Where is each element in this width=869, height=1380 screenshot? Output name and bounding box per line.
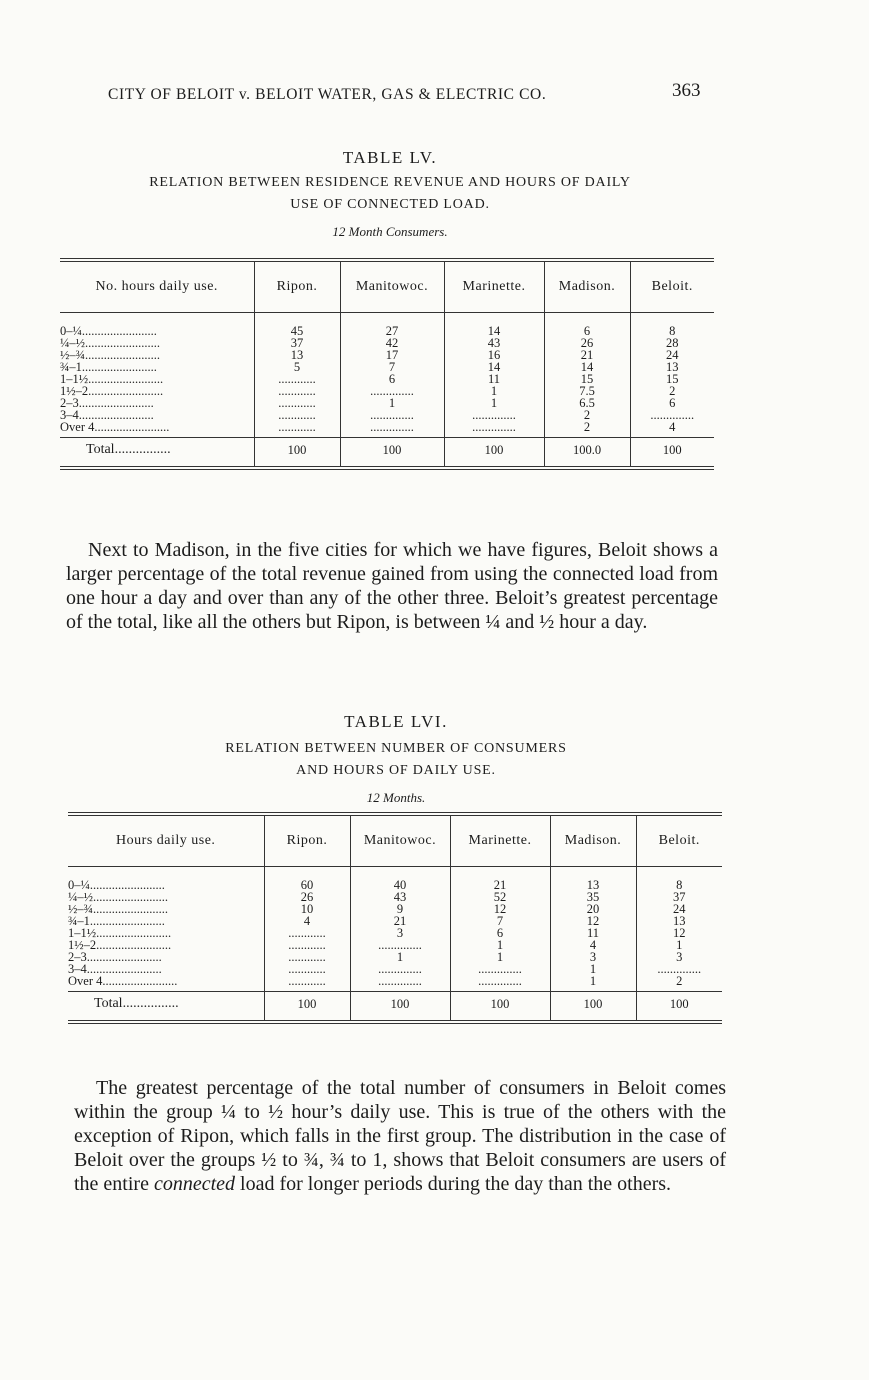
page-number: 363: [672, 80, 701, 101]
table-cell: 16: [487, 348, 501, 362]
table-cell: 9: [396, 902, 404, 916]
table-lv-note: 12 Month Consumers.: [332, 224, 448, 239]
table-cell: 1–1½........................: [68, 926, 172, 940]
table-lvi-grid: [68, 812, 722, 1024]
table-cell: ..............: [378, 962, 422, 976]
table-cell: 17: [385, 348, 399, 362]
table-cell: 43: [393, 890, 407, 904]
table-lv-subtitle-line1: RELATION BETWEEN RESIDENCE REVENUE AND HOURS OF DAILY: [149, 175, 631, 190]
paragraph-2-text-a: The greatest percentage of the total number of consumers in Beloit comes within the group ¼ to ½ hour’s daily use. This is true of the others with the exception of Ripon, which falls in the first group. The distribution in the case of Beloit over the groups ½ to ¾, ¾ to 1, shows that Beloit consumers are users of the entire: [74, 1077, 726, 1195]
table-cell: 15: [666, 372, 679, 386]
table-lv: [60, 258, 714, 470]
table-cell: 6: [583, 324, 591, 338]
table-cell: 11: [487, 372, 501, 386]
total-label: Total................: [60, 438, 254, 469]
table-cell: ..............: [378, 938, 422, 952]
table-lv-subtitle: [60, 172, 720, 216]
table-lv-subtitle-line2: USE OF CONNECTED LOAD.: [290, 197, 490, 212]
table-cell: 3: [676, 950, 683, 964]
table-cell: 1: [589, 974, 597, 988]
table-cell: 6: [496, 926, 504, 940]
paragraph-2-emphasis: connected: [153, 1173, 236, 1195]
table-cell: 2: [583, 408, 591, 422]
table-cell: 52: [493, 890, 507, 904]
table-cell: 37: [290, 336, 304, 350]
table-cell: ..............: [378, 974, 422, 988]
table-cell: 1: [676, 938, 683, 952]
total-value: 100: [444, 438, 544, 469]
total-value: 100: [630, 438, 714, 469]
table-cell: 7.5: [579, 384, 595, 398]
table-cell: 3: [589, 950, 597, 964]
table-cell: 1: [589, 962, 597, 976]
table-cell: ............: [278, 420, 316, 434]
column-header: Marinette.: [450, 814, 550, 867]
table-cell: 21: [580, 348, 594, 362]
table-cell: Over 4........................: [60, 420, 170, 434]
table-cell: 2–3........................: [68, 950, 162, 964]
table-cell: 3: [396, 926, 404, 940]
total-value: 100: [450, 992, 550, 1023]
table-cell: ..............: [478, 974, 522, 988]
table-cell: 4: [589, 938, 597, 952]
table-cell: ............: [288, 938, 326, 952]
table-cell: 13: [290, 348, 304, 362]
table-cell: ¾–1........................: [68, 914, 165, 928]
column-header: Beloit.: [630, 260, 714, 313]
paragraph-2: [74, 1076, 726, 1196]
table-cell: 13: [586, 878, 600, 892]
value-column: [350, 867, 450, 992]
table-cell: ½–¾........................: [68, 902, 168, 916]
paragraph-2-text-b: load for longer periods during the day than the others.: [235, 1173, 672, 1195]
table-cell: 42: [385, 336, 399, 350]
total-value: 100: [340, 438, 444, 469]
table-cell: 43: [487, 336, 501, 350]
table-cell: 1½–2........................: [60, 384, 164, 398]
table-cell: ..............: [370, 384, 414, 398]
column-header: Beloit.: [636, 814, 722, 867]
table-cell: 40: [393, 878, 407, 892]
table-cell: 3–4........................: [60, 408, 154, 422]
table-lv-title: TABLE LV.: [342, 148, 438, 167]
table-cell: 4: [303, 914, 311, 928]
table-cell: 1: [496, 938, 504, 952]
row-label-column: [60, 313, 254, 438]
table-cell: 8: [676, 878, 683, 892]
value-column: [264, 867, 350, 992]
table-lvi: [68, 812, 722, 1024]
table-lv-grid: [60, 258, 714, 470]
column-header: Hours daily use.: [68, 814, 264, 867]
column-header: Ripon.: [264, 814, 350, 867]
table-cell: 24: [666, 348, 679, 362]
table-cell: 1: [388, 396, 396, 410]
total-value: 100: [254, 438, 340, 469]
table-cell: 6.5: [579, 396, 595, 410]
table-lvi-title: TABLE LVI.: [344, 712, 448, 731]
value-column: [550, 867, 636, 992]
table-cell: 2: [676, 974, 683, 988]
column-header: Madison.: [550, 814, 636, 867]
table-cell: ¼–½........................: [68, 890, 168, 904]
total-value: 100: [636, 992, 722, 1023]
table-cell: 1: [490, 384, 498, 398]
table-cell: ............: [288, 962, 326, 976]
value-column: [340, 313, 444, 438]
table-cell: 37: [673, 890, 686, 904]
table-cell: 5: [293, 360, 301, 374]
table-cell: 14: [580, 360, 594, 374]
column-header: Manitowoc.: [340, 260, 444, 313]
table-cell: ½–¾........................: [60, 348, 160, 362]
table-cell: 0–¼........................: [68, 878, 165, 892]
table-cell: 2–3........................: [60, 396, 154, 410]
total-value: 100: [550, 992, 636, 1023]
column-header: Madison.: [544, 260, 630, 313]
table-cell: 35: [586, 890, 600, 904]
value-column: [630, 313, 714, 438]
table-cell: 8: [669, 324, 676, 338]
table-cell: ............: [278, 396, 316, 410]
table-cell: 1: [490, 396, 498, 410]
table-cell: 0–¼........................: [60, 324, 157, 338]
total-value: 100: [264, 992, 350, 1023]
row-label-column: [68, 867, 264, 992]
paragraph-1: Next to Madison, in the five cities for which we have figures, Beloit shows a larger percentage of the total revenue gained from using the connected load from one hour a day and over than any of the other three. Beloit’s greatest percentage of the total, like all the others but Ripon, is between ¼ and ½ hour a day.: [66, 539, 718, 633]
table-cell: 3–4........................: [68, 962, 162, 976]
table-cell: ............: [288, 950, 326, 964]
value-column: [444, 313, 544, 438]
table-cell: ............: [288, 974, 326, 988]
table-cell: 6: [669, 396, 676, 410]
table-cell: ............: [288, 926, 326, 940]
table-cell: 1–1½........................: [60, 372, 164, 386]
table-lvi-subtitle: [66, 738, 726, 782]
table-lvi-subtitle-line1: RELATION BETWEEN NUMBER OF CONSUMERS: [225, 741, 567, 756]
table-cell: 27: [385, 324, 399, 338]
table-cell: 12: [493, 902, 507, 916]
table-cell: 2: [669, 384, 676, 398]
table-cell: 14: [487, 360, 501, 374]
table-cell: ............: [278, 372, 316, 386]
total-value: 100: [350, 992, 450, 1023]
table-cell: 4: [669, 420, 676, 434]
table-cell: 13: [666, 360, 679, 374]
total-value: 100.0: [544, 438, 630, 469]
table-cell: 1½–2........................: [68, 938, 172, 952]
table-cell: ¾–1........................: [60, 360, 157, 374]
table-cell: Over 4........................: [68, 974, 178, 988]
table-cell: 1: [396, 950, 404, 964]
table-cell: 1: [496, 950, 504, 964]
value-column: [450, 867, 550, 992]
table-lvi-subtitle-line2: AND HOURS OF DAILY USE.: [296, 763, 496, 778]
table-cell: 26: [580, 336, 594, 350]
table-cell: 7: [388, 360, 396, 374]
table-cell: ¼–½........................: [60, 336, 160, 350]
value-column: [254, 313, 340, 438]
value-column: [636, 867, 722, 992]
table-cell: 15: [580, 372, 594, 386]
table-cell: 28: [666, 336, 679, 350]
table-cell: 21: [493, 878, 507, 892]
table-cell: ............: [278, 384, 316, 398]
column-header: No. hours daily use.: [60, 260, 254, 313]
table-cell: 24: [673, 902, 686, 916]
table-cell: 60: [300, 878, 314, 892]
value-column: [544, 313, 630, 438]
table-cell: ..............: [370, 420, 414, 434]
total-label: Total................: [68, 992, 264, 1023]
table-cell: 12: [586, 914, 600, 928]
table-cell: 7: [496, 914, 504, 928]
table-cell: 12: [673, 926, 686, 940]
table-cell: 26: [300, 890, 314, 904]
running-head: CITY OF BELOIT v. BELOIT WATER, GAS & ELECTRIC CO.: [108, 86, 547, 103]
table-cell: 20: [586, 902, 600, 916]
table-cell: ..............: [370, 408, 414, 422]
table-cell: 11: [586, 926, 600, 940]
column-header: Manitowoc.: [350, 814, 450, 867]
table-cell: ..............: [657, 962, 702, 976]
table-lvi-note: 12 Months.: [366, 790, 426, 805]
column-header: Ripon.: [254, 260, 340, 313]
table-cell: ............: [278, 408, 316, 422]
table-cell: 21: [393, 914, 407, 928]
table-cell: 6: [388, 372, 396, 386]
table-cell: ..............: [478, 962, 522, 976]
table-cell: ..............: [650, 408, 695, 422]
table-cell: ..............: [472, 408, 516, 422]
table-cell: 13: [673, 914, 686, 928]
table-cell: 2: [583, 420, 591, 434]
table-cell: 10: [300, 902, 314, 916]
column-header: Marinette.: [444, 260, 544, 313]
table-cell: ..............: [472, 420, 516, 434]
table-cell: 45: [290, 324, 304, 338]
table-cell: 14: [487, 324, 501, 338]
